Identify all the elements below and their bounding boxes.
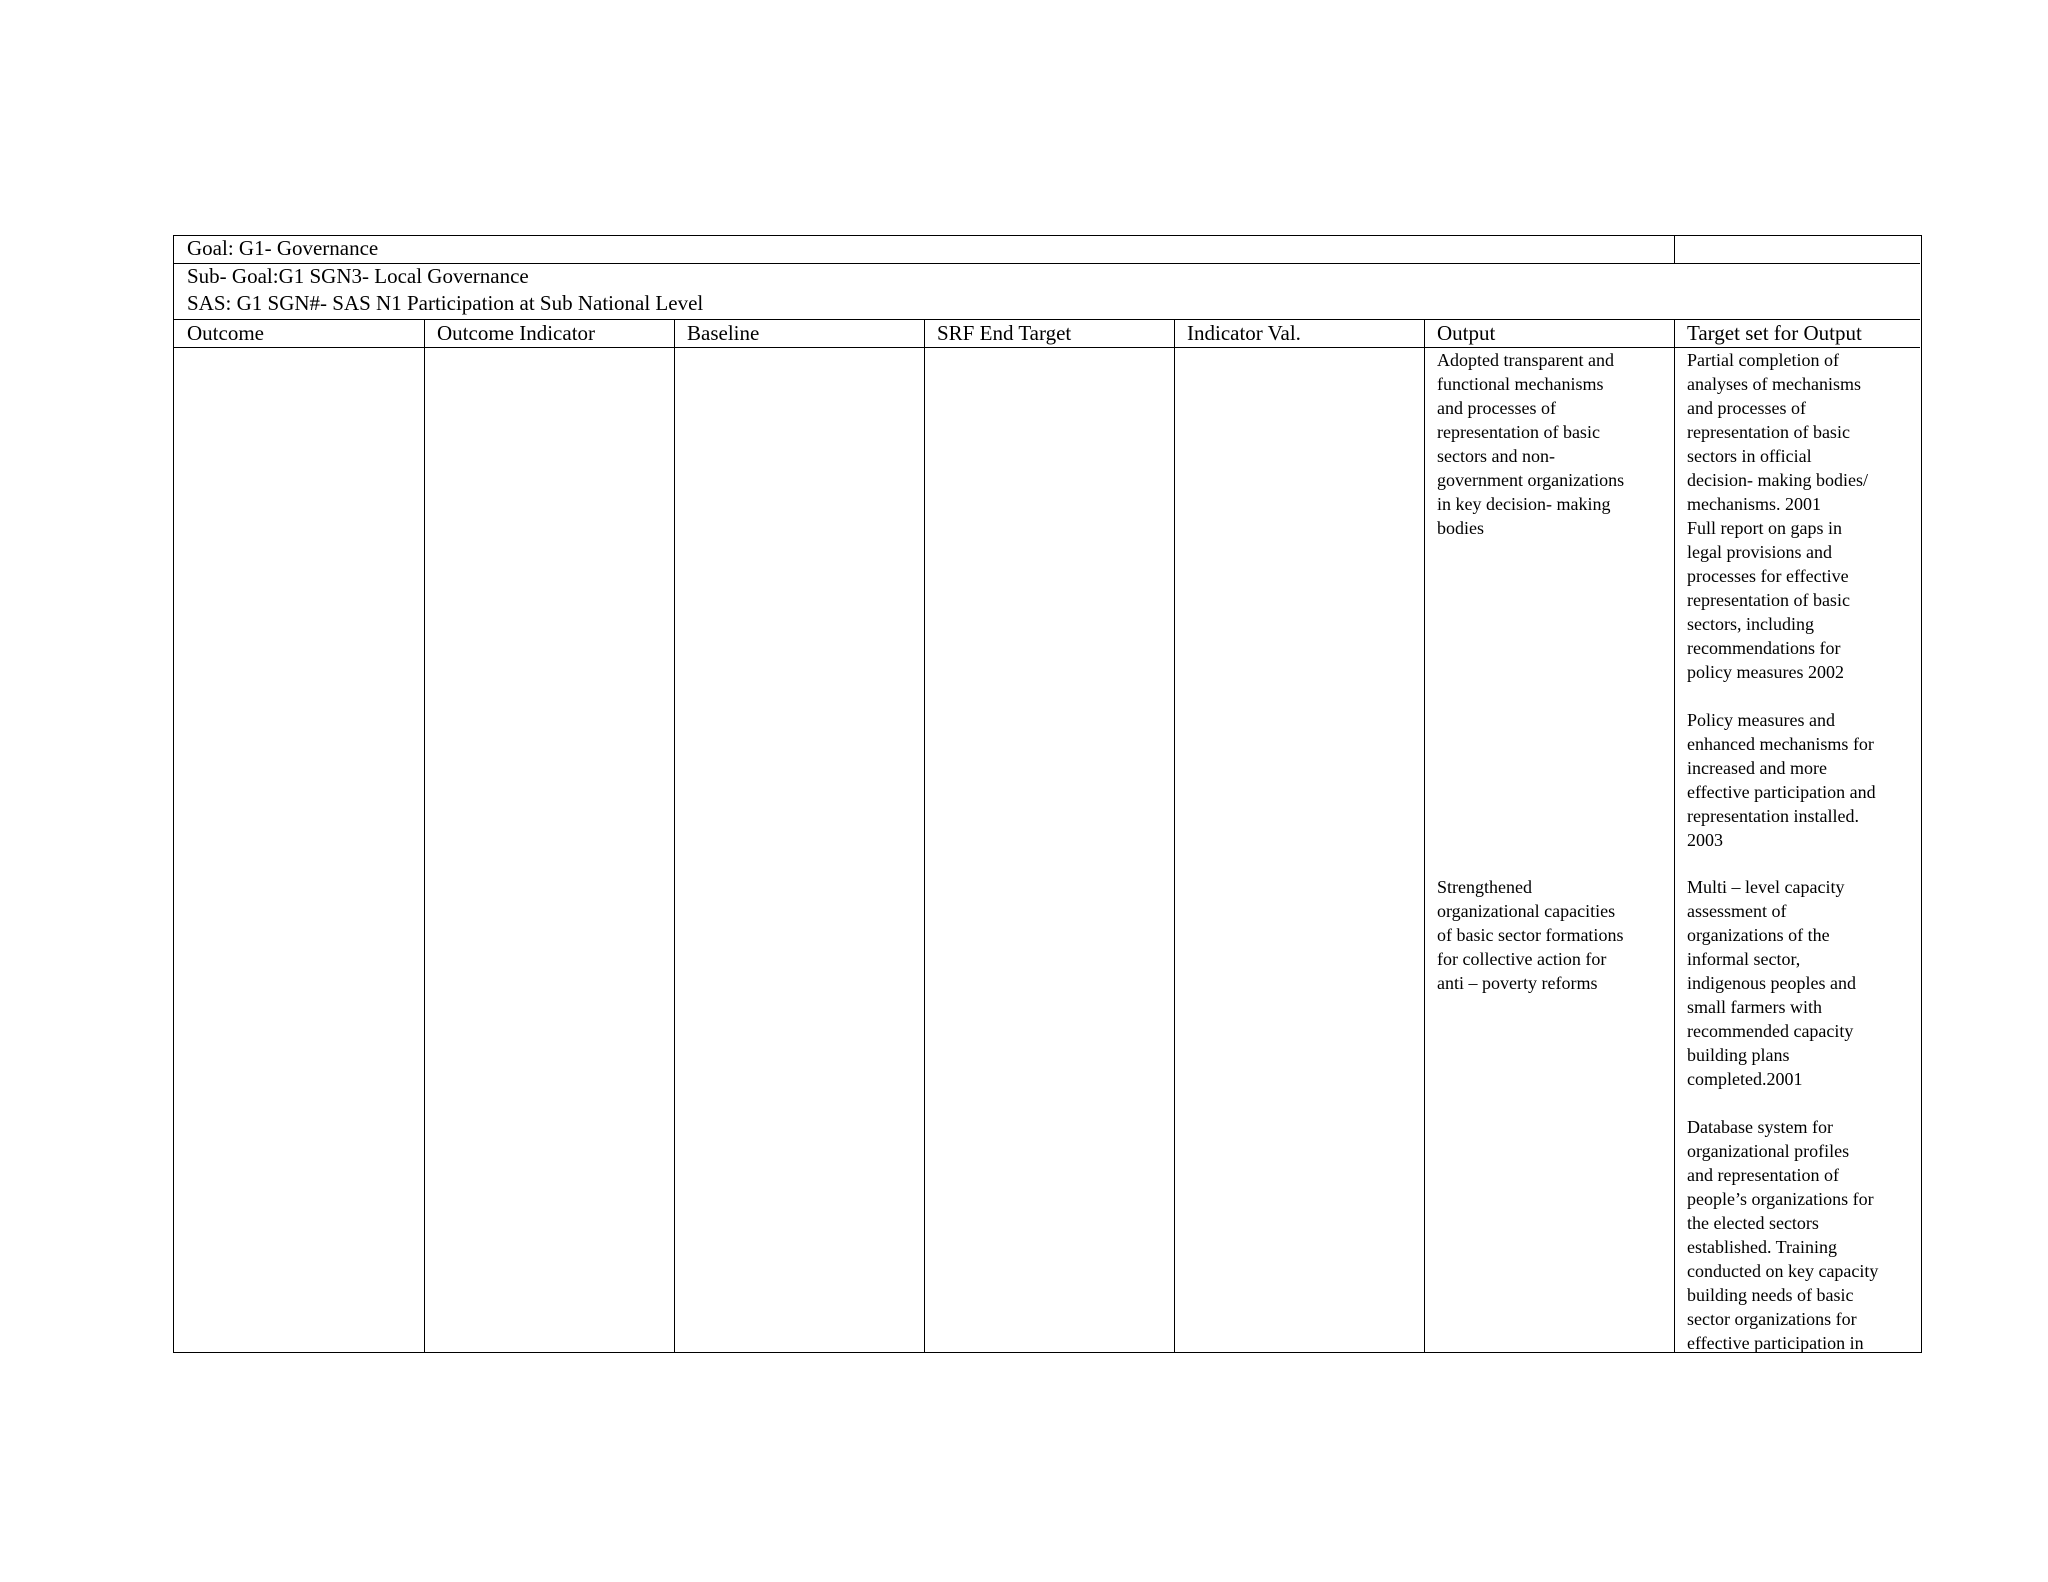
- column-divider-1: [424, 319, 425, 1352]
- sas-label: SAS: G1 SGN#- SAS N1 Participation at Sub National Level: [187, 291, 704, 315]
- column-header-target-set-for-output: Target set for Output: [1687, 321, 1862, 345]
- column-divider-3: [924, 319, 925, 1352]
- target-output-cell: Partial completion of analyses of mechanisms and processes of representation of basic sectors in official decision- making bodies/ mechanisms. 2001 Full report on gaps in legal provisions and processes for effective representation of basic sectors, including recommendations for policy measures 2002 Policy measures and enhanced mechanisms for increased and more effective participation and representation installed. 2003: [1687, 350, 1876, 850]
- column-header-srf-end-target: SRF End Target: [937, 321, 1072, 345]
- column-header-baseline: Baseline: [687, 321, 760, 345]
- sub-goal-label: Sub- Goal:G1 SGN3- Local Governance: [187, 264, 529, 288]
- column-header-outcome-indicator: Outcome Indicator: [437, 321, 596, 345]
- column-divider-5: [1424, 319, 1425, 1352]
- column-divider-6: [1674, 319, 1675, 1352]
- goal-right-divider: [1674, 236, 1675, 263]
- goal-label: Goal: G1- Governance: [187, 236, 379, 260]
- column-header-outcome: Outcome: [187, 321, 264, 345]
- column-divider-2: [674, 319, 675, 1352]
- output-cell: Adopted transparent and functional mechanisms and processes of representation of basic sectors and non- government organizations in key decision- making bodies: [1437, 350, 1625, 538]
- column-divider-4: [1174, 319, 1175, 1352]
- column-header-indicator-val: Indicator Val.: [1187, 321, 1301, 345]
- target-output-cell: Multi – level capacity assessment of organizations of the informal sector, indigenous peoples and small farmers with recommended capacity building plans completed.2001 Database system for organizational profiles and representation of people’s organizations for the elected sectors established. Training conducted on key capacity building needs of basic sector organizations for effective participation in: [1687, 877, 1879, 1353]
- output-cell: Strengthened organizational capacities of basic sector formations for collective action for anti – poverty reforms: [1437, 877, 1624, 993]
- column-header-output: Output: [1437, 321, 1496, 345]
